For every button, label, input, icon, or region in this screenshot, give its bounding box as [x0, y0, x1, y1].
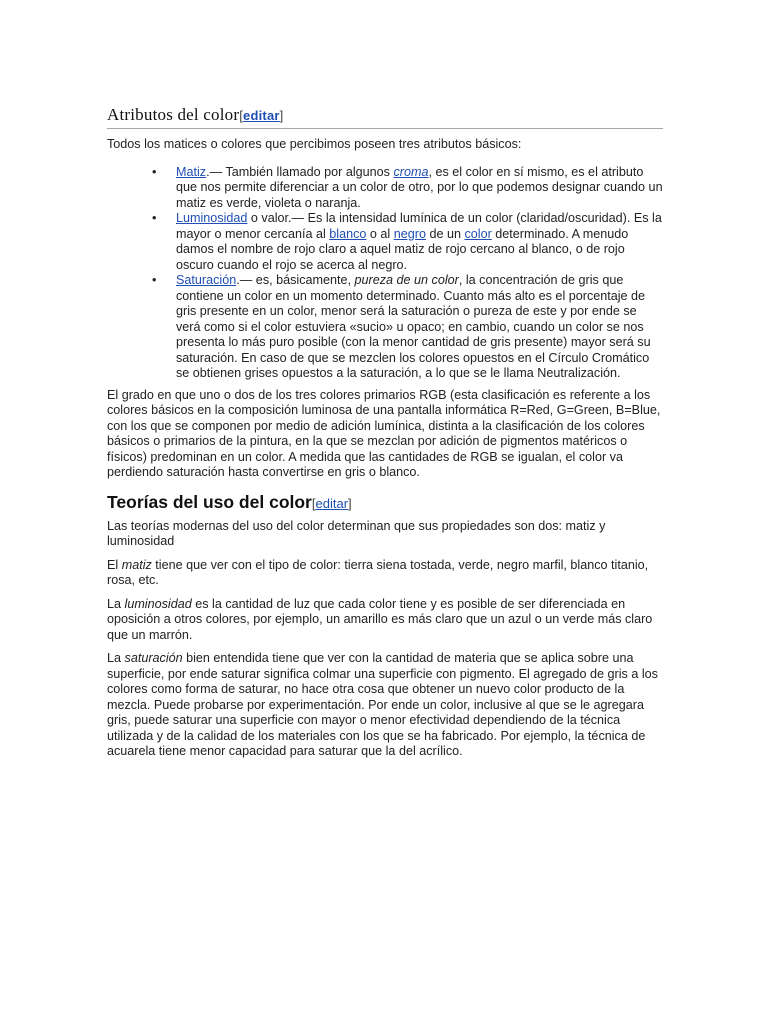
saturacion-emphasis: pureza de un color	[354, 273, 459, 287]
section-heading-teorias	[107, 491, 663, 515]
matiz-post: tiene que ver con el tipo de color: tierra siena tostada, verde, negro marfil, blanco titanio, rosa, etc.	[107, 557, 649, 587]
teorias-paragraph-1: Las teorías modernas del uso del color determinan que sus propiedades son dos: matiz y luminosidad	[107, 518, 606, 548]
edit-section-wrapper: [editar]	[311, 495, 352, 511]
matiz-pre: El	[107, 557, 122, 572]
matiz-term: matiz	[121, 557, 152, 572]
edit-section-link[interactable]: editar	[315, 495, 349, 511]
article-body	[107, 104, 663, 768]
section-title: Atributos del color	[107, 105, 240, 124]
croma-link[interactable]: croma	[393, 164, 429, 179]
color-link[interactable]: color	[464, 226, 492, 241]
luminosidad-paragraph	[107, 597, 663, 644]
saturacion-post: bien entendida tiene que ver con la cantidad de materia que se aplica sobre una superficie, por ende saturar significa colmar una superficie con pigmento. El agregado de gris a los colores como forma de saturar, no hace otra cosa que obtener un nuevo color producto de la mezcla. Puede probarse por experimentación. Por ende un color, inclusive al que se le agregara gris, puede saturar una superficie con mayor o menor efectividad dependiendo de la técnica utilizada y de la calidad de los materiales con los que se ha fabricado. Por ejemplo, la técnica de acuarela tiene menor capacidad para saturar que la del acrílico.	[107, 651, 658, 758]
section-heading-atributos	[107, 104, 663, 129]
matiz-text-1: .— También llamado por algunos	[206, 164, 394, 179]
rgb-paragraph: El grado en que uno o dos de los tres colores primarios RGB (esta clasificación es referente a los colores básicos en la composición luminosa de una pantalla informática R=Red, G=Green, B=Blue, con los que se componen por medio de adición lumínica, distinta a la clasificación de los colores básicos o primarios de la pintura, en la que se mezclan por adición de pigmentos matéricos o físicos) predominan en un color. A medida que las cantidades de RGB se igualan, el color va perdiendo saturación hasta convertirse en gris o blanco.	[107, 387, 661, 479]
matiz-link[interactable]: Matiz	[176, 164, 207, 179]
section-title: Teorías del uso del color	[107, 491, 312, 512]
blanco-link[interactable]: blanco	[329, 226, 367, 241]
luminosidad-term: luminosidad	[124, 596, 192, 611]
intro-paragraph: Todos los matices o colores que percibimos poseen tres atributos básicos:	[107, 137, 522, 151]
list-item-saturacion	[176, 273, 663, 382]
list-item-luminosidad	[176, 211, 663, 273]
saturacion-text-2: , la concentración de gris que contiene un color en un momento determinado. Cuanto más alto es el porcentaje de gris presente en un color, menor será la saturación o pureza de este y por ende se verá como si el color estuviera «sucio» u opaco; en cambio, cuando un color se nos presenta lo más puro posible (con la menor cantidad de gris presente) mayor será su saturación. En caso de que se mezclen los colores opuestos en el Círculo Cromático se obtienen grises opuestos a la saturación, a lo que se le llama Neutralización.	[176, 273, 651, 380]
negro-link[interactable]: negro	[393, 226, 426, 241]
saturacion-text-1: .— es, básicamente,	[236, 273, 355, 287]
luminosidad-link[interactable]: Luminosidad	[176, 211, 248, 225]
luminosidad-text-3: de un	[425, 226, 465, 241]
list-item-matiz	[176, 165, 663, 212]
luminosidad-text-2: o al	[366, 226, 394, 241]
saturacion-pre: La	[107, 651, 125, 665]
luminosidad-text-1: o valor.— Es la intensidad lumínica de un color (claridad/oscuridad). Es la mayor o menor cercanía al	[176, 211, 662, 241]
saturacion-link[interactable]: Saturación	[176, 273, 237, 287]
matiz-text-2: , es el color en sí mismo, es el atributo que nos permite diferenciar a un color de otro, por lo que podemos designar cuando un matiz es verde, violeta o naranja.	[176, 164, 663, 210]
saturacion-paragraph	[107, 651, 663, 760]
edit-section-link[interactable]: editar	[243, 108, 280, 123]
luminosidad-post: es la cantidad de luz que cada color tiene y es posible de ser diferenciada en oposición a otros colores, por ejemplo, un amarillo es más claro que un azul o un verde más claro que un marrón.	[107, 596, 653, 642]
edit-section-wrapper: [editar]	[239, 108, 284, 123]
luminosidad-pre: La	[107, 596, 125, 611]
attribute-list	[107, 165, 663, 382]
saturacion-term: saturación	[124, 651, 183, 665]
matiz-paragraph	[107, 558, 663, 589]
luminosidad-text-4: determinado. A menudo damos el nombre de rojo claro a aquel matiz de rojo cercano al blanco, o de rojo oscuro cuando el rojo se acerca al negro.	[176, 226, 629, 272]
